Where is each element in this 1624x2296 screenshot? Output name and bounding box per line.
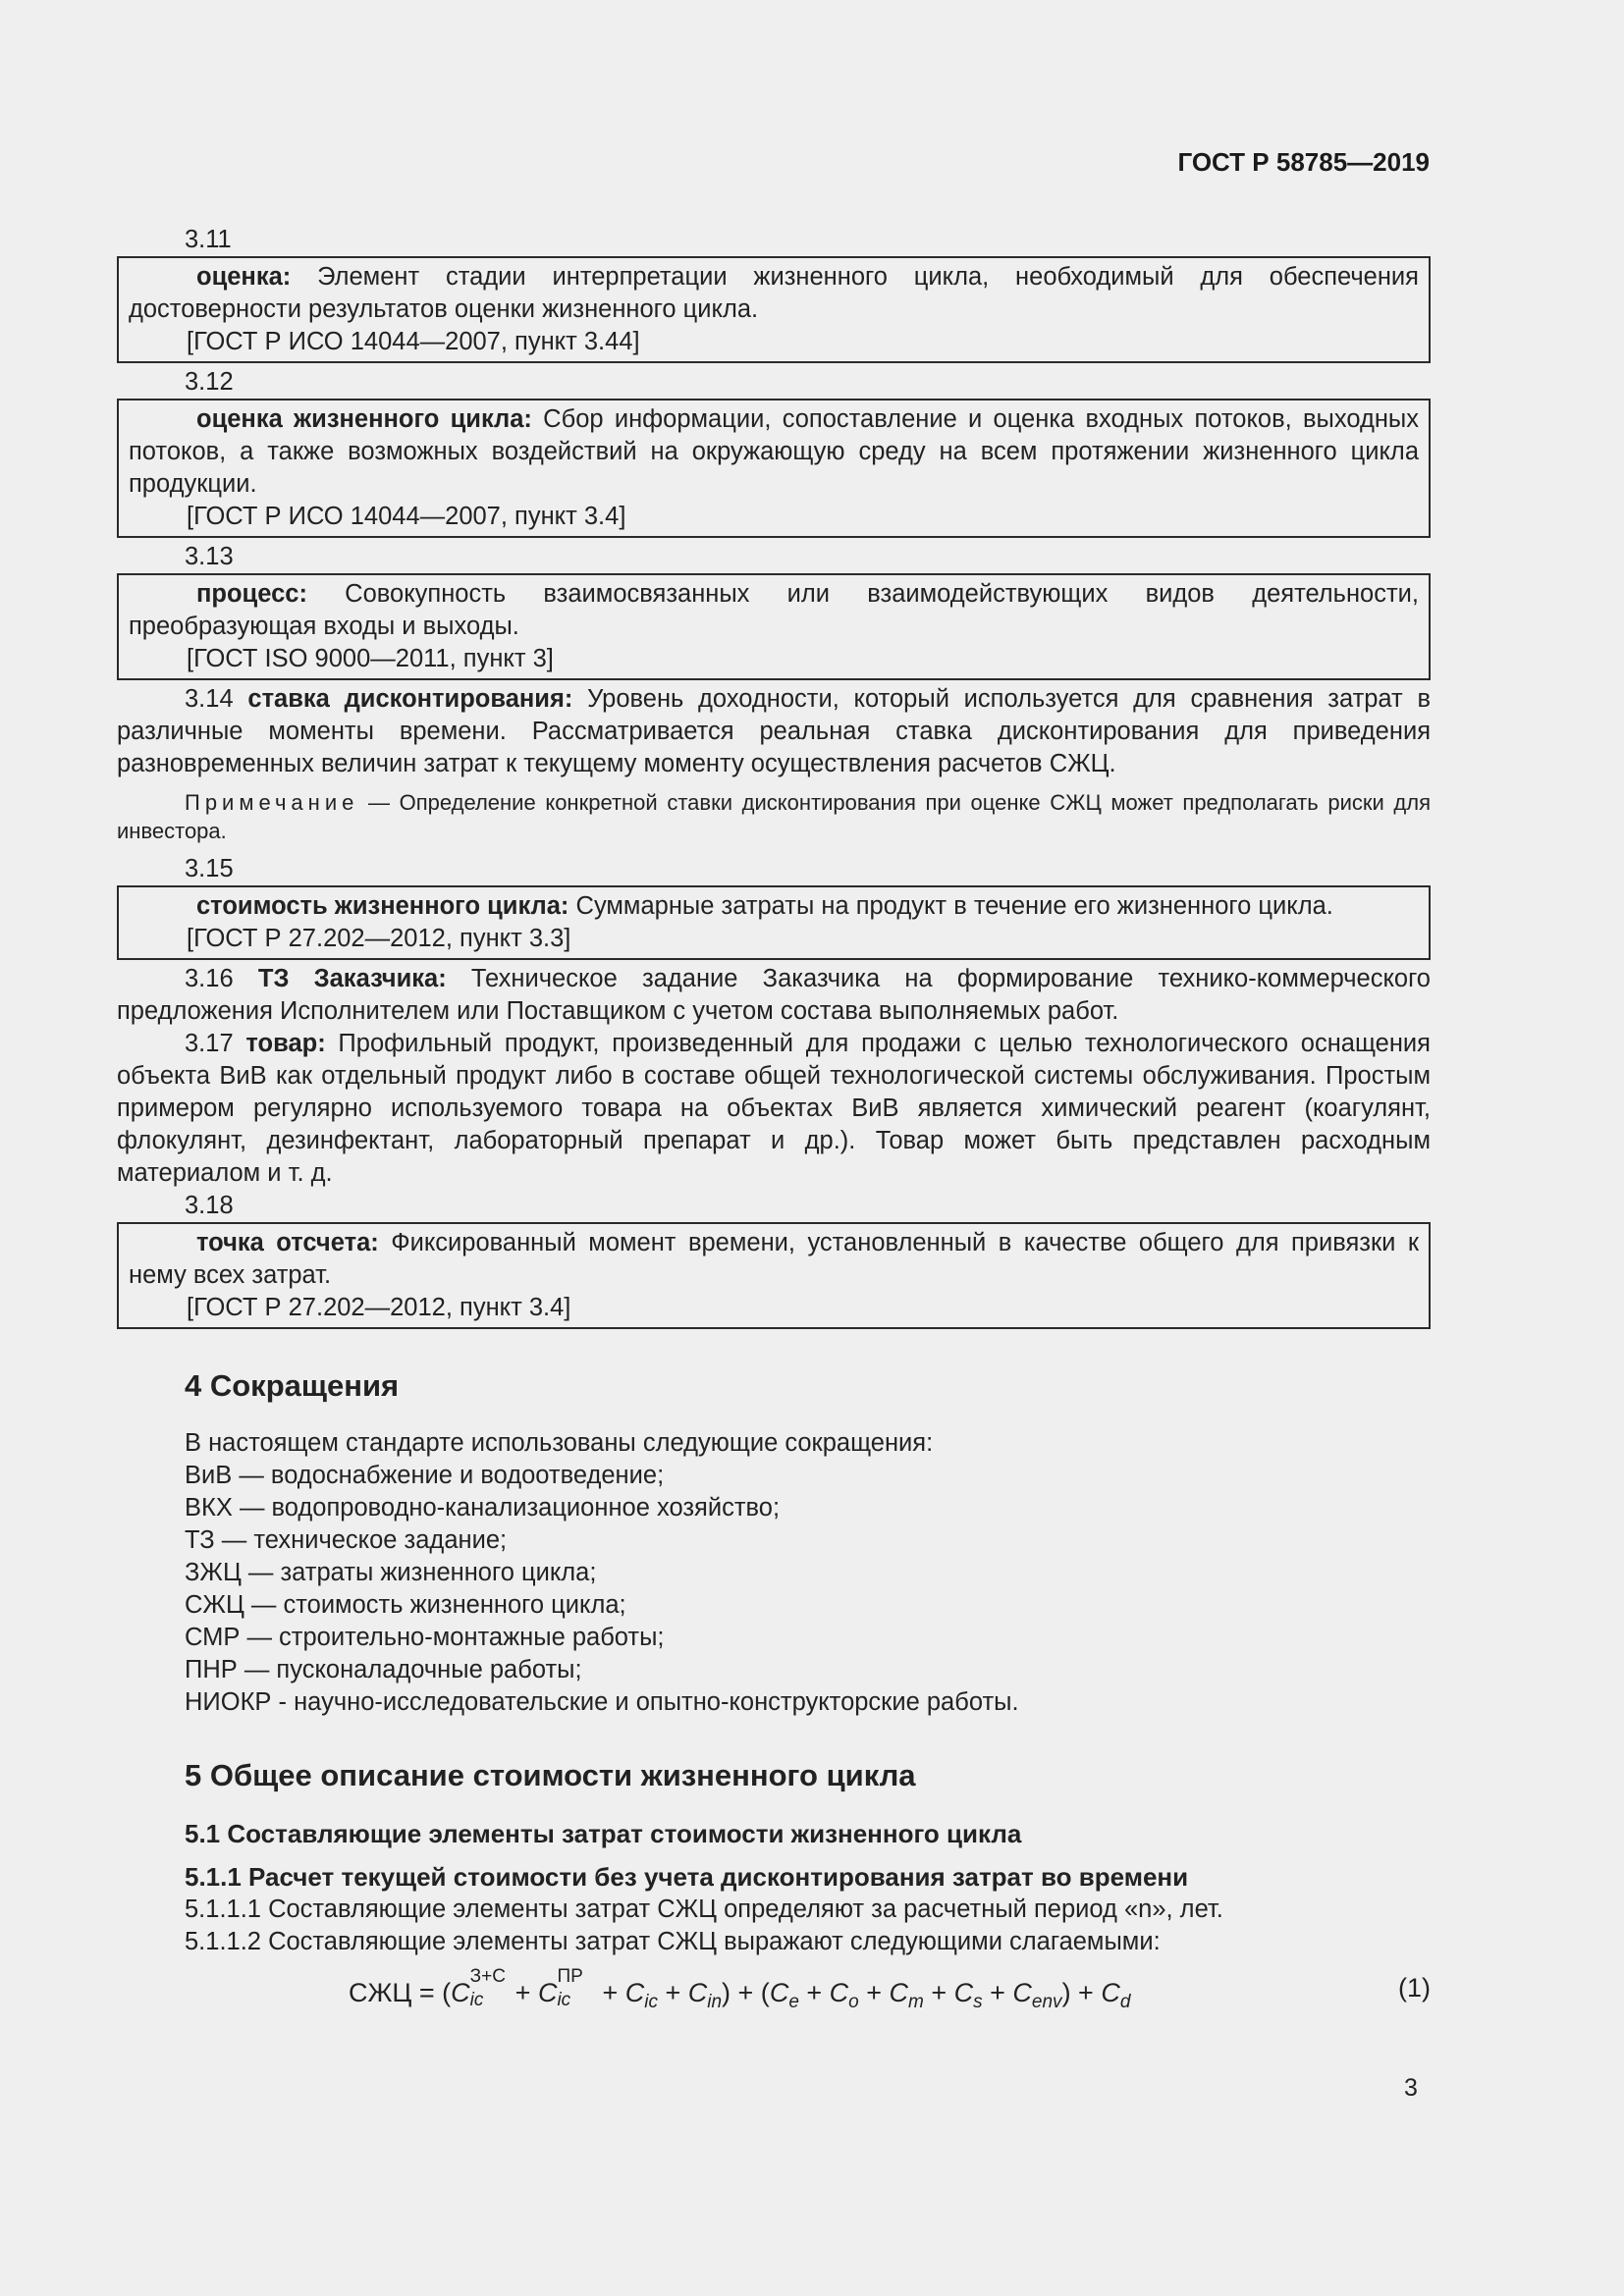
entry-number: 3.18 [185, 1192, 234, 1219]
definition-box [117, 573, 1431, 680]
definition-source: [ГОСТ Р ИСО 14044—2007, пункт 3.44] [187, 328, 640, 355]
entry-number: 3.11 [185, 226, 232, 253]
definition-body: Уровень доходности, который используется для сравнения затрат в различные моменты времени. Рассматривается реальная ставка дисконтирования для приведения разновременных величин затрат к текущему моменту осуществления расчетов СЖЦ. [117, 685, 1432, 777]
formula-sup: ПР [557, 1966, 583, 1987]
paragraph: 5.1.1.1 Составляющие элементы затрат СЖЦ определяют за расчетный период «n», лет. [185, 1896, 1223, 1923]
definition-source: [ГОСТ Р 27.202—2012, пункт 3.3] [187, 925, 571, 952]
entry-number: 3.17 [185, 1030, 234, 1057]
list-item: ПНР — пусконаладочные работы; [185, 1656, 582, 1683]
definition-body: Совокупность взаимосвязанных или взаимодействующих видов деятельности, преобразующая входы и выходы. [129, 580, 1419, 640]
formula-term: З+С ic [470, 1972, 515, 2002]
formula-expression: СЖЦ = (C З+С ic + C ПР ic + $C_{ic} + C_{in}) + (C_e + C_o + C_m + C_s + C_{env}) + C_d$ [349, 1972, 1130, 2018]
definition-body: Фиксированный момент времени, установленный в качестве общего для привязки к нему всех затрат. [129, 1229, 1420, 1289]
term: ставка дисконтирования: [247, 685, 573, 713]
definition-source: [ГОСТ ISO 9000—2011, пункт 3] [187, 645, 554, 672]
definition-body: Профильный продукт, произведенный для продажи с целью технологического оснащения объекта ВиВ как отдельный продукт либо в составе общей технологической системы обслуживания. Простым примером регулярно используемого товара на объектах ВиВ является химический реагент (коагулянт, флокулянт, дезинфектант, лабораторный препарат и др.). Товар может быть представлен расходным материалом и т. д. [117, 1030, 1431, 1187]
page-number: 3 [1404, 2074, 1418, 2102]
page-content [117, 224, 1431, 2019]
definition-paragraph [117, 1028, 1431, 1190]
definition-text [129, 1227, 1419, 1292]
definition-source: [ГОСТ Р ИСО 14044—2007, пункт 3.4] [187, 503, 626, 530]
list-item: НИОКР - научно-исследовательские и опытно-конструкторские работы. [185, 1688, 1019, 1716]
subsubsection-heading: 5.1.1 Расчет текущей стоимости без учета дисконтирования затрат во времени [185, 1862, 1189, 1892]
note [117, 788, 1431, 845]
entry-number: 3.15 [185, 855, 234, 882]
definition-body: Элемент стадии интерпретации жизненного цикла, необходимый для обеспечения достоверности результатов оценки жизненного цикла. [129, 263, 1419, 323]
definition-body: Суммарные затраты на продукт в течение его жизненного цикла. [568, 892, 1333, 920]
definition-paragraph [117, 963, 1431, 1028]
definition-box [117, 256, 1431, 363]
definition-body: Сбор информации, сопоставление и оценка входных потоков, выходных потоков, а также возможных воздействий на окружающую среду на всем протяжении жизненного цикла продукции. [129, 405, 1419, 498]
definition-box [117, 885, 1431, 960]
definition-source: [ГОСТ Р 27.202—2012, пункт 3.4] [187, 1294, 571, 1321]
term: стоимость жизненного цикла: [196, 892, 569, 920]
section-heading: 4 Сокращения [185, 1368, 400, 1403]
definition-text [129, 261, 1419, 326]
term: оценка: [196, 263, 292, 291]
list-intro: В настоящем стандарте использованы следующие сокращения: [185, 1429, 934, 1457]
definition-paragraph [117, 683, 1431, 780]
term: ТЗ Заказчика: [257, 965, 447, 992]
note-text: — Определение конкретной ставки дисконтирования при оценке СЖЦ может предполагать риски для инвестора. [117, 790, 1431, 843]
term: процесс: [196, 580, 307, 608]
entry-number: 3.13 [185, 543, 234, 570]
list-item: ВиВ — водоснабжение и водоотведение; [185, 1462, 665, 1489]
definition-text [129, 890, 1419, 923]
list-item: ТЗ — техническое задание; [185, 1526, 508, 1554]
note-label: Примечание [185, 790, 359, 815]
list-item: ЗЖЦ — затраты жизненного цикла; [185, 1559, 597, 1586]
document-id-header: ГОСТ Р 58785—2019 [1177, 147, 1430, 177]
abbreviations-list [117, 1427, 1431, 1719]
term: точка отсчета: [196, 1229, 379, 1256]
definition-box [117, 1222, 1431, 1329]
list-item: ВКХ — водопроводно-канализационное хозяйство; [185, 1494, 781, 1522]
definition-text [129, 403, 1419, 501]
formula-sup: З+С [469, 1966, 506, 1987]
section-heading: 5 Общее описание стоимости жизненного цикла [185, 1758, 916, 1792]
formula-term: ПР ic [557, 1972, 602, 2002]
paragraph: 5.1.1.2 Составляющие элементы затрат СЖЦ выражают следующими слагаемыми: [185, 1928, 1161, 1955]
definition-box [117, 399, 1431, 538]
formula [117, 1964, 1431, 2019]
term: товар: [245, 1030, 326, 1057]
subsection-heading: 5.1 Составляющие элементы затрат стоимости жизненного цикла [185, 1819, 1022, 1848]
definition-body: Техническое задание Заказчика на формирование технико-коммерческого предложения Исполнителем или Поставщиком с учетом состава выполняемых работ. [117, 965, 1431, 1025]
list-item: СЖЦ — стоимость жизненного цикла; [185, 1591, 626, 1619]
entry-number: 3.16 [185, 965, 234, 992]
entry-number: 3.14 [185, 685, 234, 713]
term: оценка жизненного цикла: [196, 405, 532, 433]
equation-number: (1) [1398, 1973, 1431, 2002]
formula-lhs: СЖЦ = ( [349, 1978, 452, 2007]
definition-text [129, 578, 1419, 643]
entry-number: 3.12 [185, 368, 234, 396]
list-item: СМР — строительно-монтажные работы; [185, 1624, 665, 1651]
